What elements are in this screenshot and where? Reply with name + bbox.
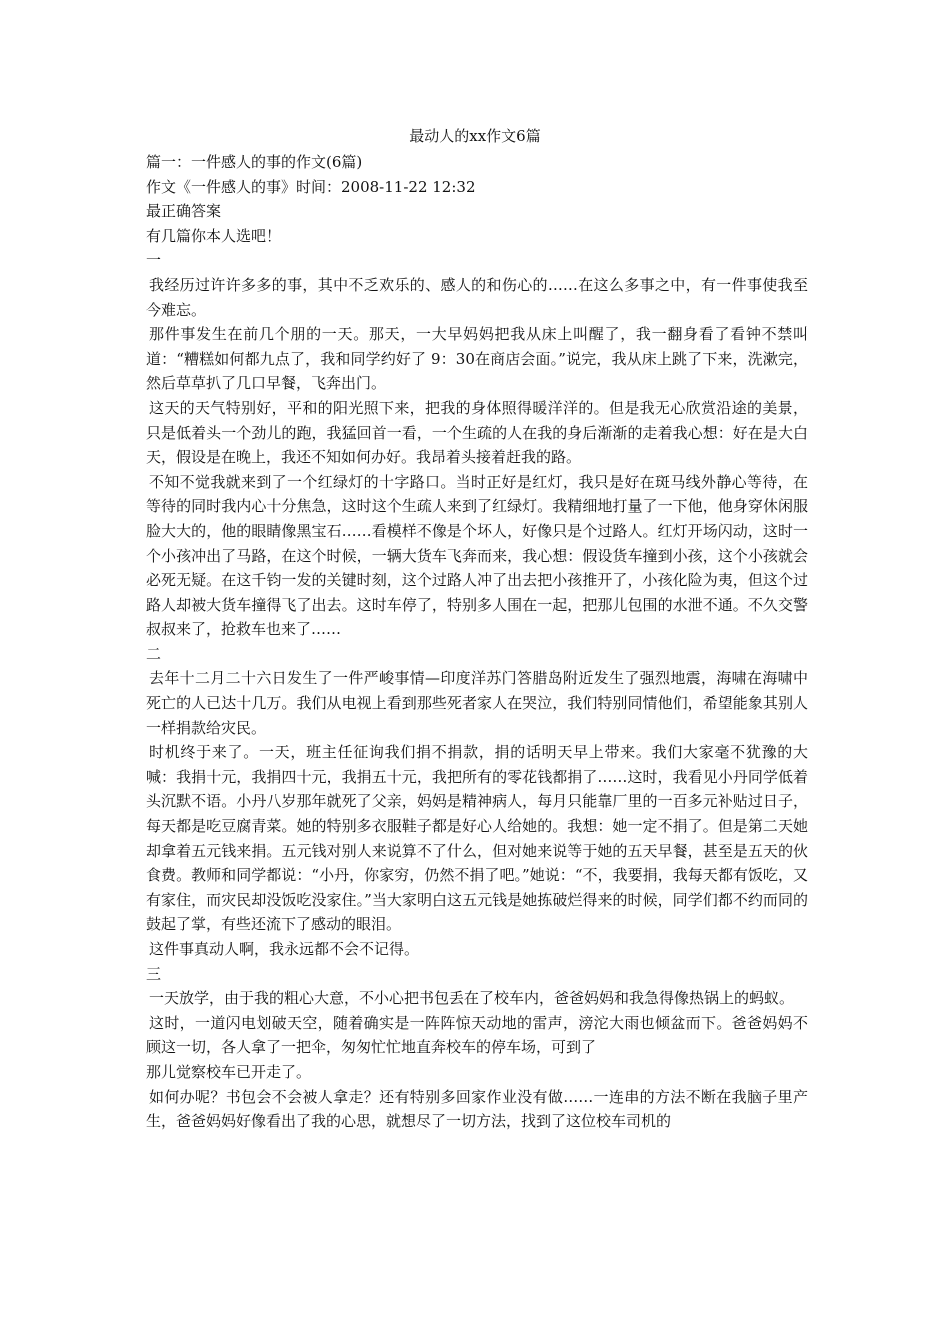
answer-note: 有几篇你本人选吧！ [146, 226, 282, 245]
paragraph: 时机终于来了。一天，班主任征询我们捐不捐款，捐的话明天早上带来。我们大家毫不犹豫的大喊：我捐十元，我捐四十元，我捐五十元，我把所有的零花钱都捐了……这时，我看见小丹同学低着头沉默不语。小丹八岁那年就死了父亲，妈妈是精神病人，每月只能靠厂里的一百多元补贴过日子，每天都是吃豆腐青菜。她的特别多衣服鞋子都是好心人给她的。我想：她一定不捐了。但是第二天她却拿着五元钱来捐。五元钱对别人来说算不了什么，但对她来说等于她的五天早餐，甚至是五天的伙食费。教师和同学都说：“小丹，你家穷，仍然不捐了吧。”她说：“不，我要捐，我每天都有饭吃，又有家住，而灾民却没饭吃没家住。”当大家明白这五元钱是她拣破烂得来的时候，同学们都不约而同的鼓起了掌，有些还流下了感动的眼泪。 [146, 743, 808, 934]
document-title: 最动人的xx作文6篇 [409, 127, 541, 145]
paragraph: 这天的天气特别好，平和的阳光照下来，把我的身体照得暖洋洋的。但是我无心欣赏沿途的美景，只是低着头一个劲儿的跑，我猛回首一看，一个生疏的人在我的身后渐渐的走着我心想：好在是大白天，假设是在晚上，我还不知如何办好。我昂着头接着赶我的路。 [146, 398, 808, 467]
answer-label: 最正确答案 [146, 202, 222, 221]
paragraph: 去年十二月二十六日发生了一件严峻事情—印度洋苏门答腊岛附近发生了强烈地震，海啸在海啸中死亡的人已达十几万。我们从电视上看到那些死者家人在哭泣，我们特别同情他们，希望能象其别人一样捐款给灾民。 [146, 669, 808, 737]
paragraph: 如何办呢？书包会不会被人拿走？还有特别多回家作业没有做……一连串的方法不断在我脑子里产生，爸爸妈妈好像看出了我的心思，就想尽了一切方法，找到了这位校车司机的 [146, 1087, 808, 1131]
paragraph: 不知不觉我就来到了一个红绿灯的十字路口。当时正好是红灯，我只是好在斑马线外静心等待，在等待的同时我内心十分焦急，这时这个生疏人来到了红绿灯。我精细地打量了一下他，他身穿休闲服脸大大的，他的眼睛像黑宝石……看模样不像是个坏人，好像只是个过路人。红灯开场闪动，这时一个小孩冲出了马路，在这个时候，一辆大货车飞奔而来，我心想：假设货车撞到小孩，这个小孩就会必死无疑。在这千钧一发的关键时刻，这个过路人冲了出去把小孩推开了，小孩化险为夷，但这个过路人却被大货车撞得飞了出去。这时车停了，特别多人围在一起，把那儿包围的水泄不通。不久交警叔叔来了，抢救车也来了…… [146, 472, 808, 639]
section-heading: 篇一：一件感人的事的作文(6篇) [146, 153, 363, 171]
essay-meta: 作文《一件感人的事》时间：2008-11-22 12:32 [146, 177, 476, 196]
part-number: 二 [146, 644, 162, 663]
paragraph: 那件事发生在前几个朋的一天。那天，一大早妈妈把我从床上叫醒了，我一翻身看了看钟不禁叫道：“糟糕如何都九点了，我和同学约好了 9：30在商店会面。”说完，我从床上跳了下来，洗漱完，然后草草扒了几口早餐，飞奔出门。 [146, 325, 808, 393]
paragraph: 那儿觉察校车已开走了。 [146, 1062, 312, 1081]
paragraph: 这时，一道闪电划破天空，随着确实是一阵阵惊天动地的雷声，滂沱大雨也倾盆而下。爸爸妈妈不顾这一切，各人拿了一把伞，匆匆忙忙地直奔校车的停车场，可到了 [146, 1013, 808, 1057]
paragraph: 这件事真动人啊，我永远都不会不记得。 [149, 940, 420, 958]
paragraph: 一天放学，由于我的粗心大意，不小心把书包丢在了校车内，爸爸妈妈和我急得像热锅上的蚂蚁。 [149, 989, 795, 1008]
document-body [146, 150, 808, 1134]
part-number: 一 [146, 251, 162, 270]
part-number: 三 [146, 964, 162, 983]
paragraph: 我经历过许许多多的事，其中不乏欢乐的、感人的和伤心的……在这么多事之中，有一件事使我至今难忘。 [146, 275, 808, 319]
